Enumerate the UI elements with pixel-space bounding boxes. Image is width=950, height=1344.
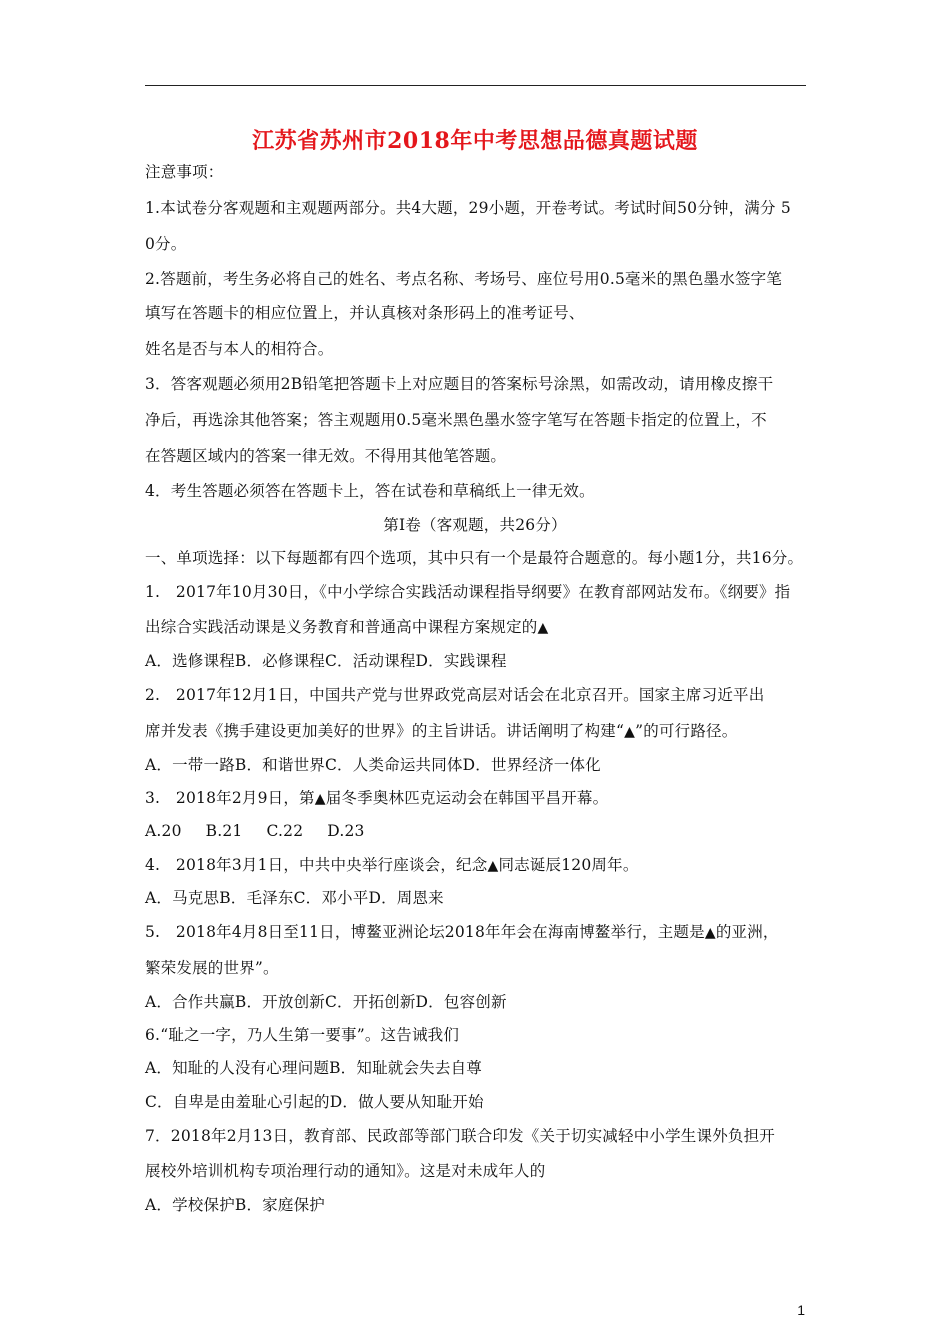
question-6-options: A．知耻的人没有心理问题B．知耻就会失去自尊 — [145, 1059, 482, 1077]
question-5-options: A．合作共赢B．开放创新C．开拓创新D．包容创新 — [145, 993, 507, 1011]
header-rule — [145, 85, 806, 86]
blank-triangle-icon: ▲ — [314, 791, 326, 807]
blank-triangle-icon: ▲ — [704, 925, 716, 941]
notice-line: 3．答客观题必须用2B铅笔把答题卡上对应题目的答案标号涂黑，如需改动，请用橡皮擦干 — [145, 375, 774, 393]
question-5-text — [145, 922, 779, 943]
question-4-text — [145, 855, 639, 876]
question-2-text — [145, 721, 737, 742]
question-1-text: 1. 2017年10月30日，《中小学综合实践活动课程指导纲要》在教育部网站发布。《纲要》指 — [145, 583, 791, 601]
notice-line: 姓名是否与本人的相符合。 — [145, 340, 334, 358]
notice-line: 0分。 — [145, 235, 187, 253]
question-1-text — [145, 617, 548, 638]
question-2-options: A．一带一路B．和谐世界C．人类命运共同体D．世界经济一体化 — [145, 756, 601, 774]
blank-triangle-icon: ▲ — [487, 858, 499, 874]
question-7-options: A．学校保护B．家庭保护 — [145, 1196, 325, 1214]
notice-line: 2.答题前，考生务必将自己的姓名、考点名称、考场号、座位号用0.5毫米的黑色墨水签字笔 — [145, 270, 783, 288]
question-3-text-part: 届冬季奥林匹克运动会在韩国平昌开幕。 — [325, 789, 609, 807]
question-5-text: 繁荣发展的世界”。 — [145, 959, 279, 977]
question-1-options: A．选修课程B．必修课程C．活动课程D．实践课程 — [145, 652, 507, 670]
notice-line: 1.本试卷分客观题和主观题两部分。共4大题，29小题，开卷考试。考试时间50分钟，满分 5 — [145, 199, 791, 217]
blank-triangle-icon: ▲ — [624, 724, 636, 740]
question-3-text-part: 3. 2018年2月9日，第 — [145, 789, 315, 807]
page-title: 江苏省苏州市2018年中考思想品德真题试题 — [252, 128, 698, 154]
question-4-options: A．马克思B．毛泽东C．邓小平D．周恩来 — [145, 889, 444, 907]
option-d: D.23 — [327, 822, 365, 840]
page-number: 1 — [797, 1302, 805, 1318]
question-6-text: 6.“耻之一字，乃人生第一要事”。这告诫我们 — [145, 1026, 460, 1044]
part-one-instructions: 一、单项选择：以下每题都有四个选项，其中只有一个是最符合题意的。每小题1分，共16分。 — [145, 549, 804, 567]
question-6-options: C．自卑是由羞耻心引起的D．做人要从知耻开始 — [145, 1093, 484, 1111]
notice-line: 4．考生答题必须答在答题卡上，答在试卷和草稿纸上一律无效。 — [145, 482, 595, 500]
option-c: C.22 — [266, 822, 304, 840]
question-5-text-part: 的亚洲， — [715, 923, 779, 941]
question-5-text-part: 5. 2018年4月8日至11日，博鳌亚洲论坛2018年年会在海南博鳌举行，主题是 — [145, 923, 705, 941]
section-title: 第Ⅰ卷（客观题，共26分） — [383, 516, 567, 534]
notice-line: 净后，再选涂其他答案；答主观题用0.5毫米黑色墨水签字笔写在答题卡指定的位置上，不 — [145, 411, 767, 429]
notice-line: 填写在答题卡的相应位置上，并认真核对条形码上的准考证号、 — [145, 304, 585, 322]
question-2-text: 2. 2017年12月1日，中国共产党与世界政党高层对话会在北京召开。国家主席习近平出 — [145, 686, 765, 704]
question-1-text-part: 出综合实践活动课是义务教育和普通高中课程方案规定的 — [145, 618, 538, 636]
question-2-text-part: 席并发表《携手建设更加美好的世界》的主旨讲话。讲话阐明了构建“ — [145, 722, 625, 740]
notice-heading: 注意事项： — [145, 163, 224, 181]
option-b: B.21 — [205, 822, 243, 840]
option-a: A.20 — [145, 822, 182, 840]
question-7-text: 7．2018年2月13日，教育部、民政部等部门联合印发《关于切实减轻中小学生课外负担开 — [145, 1127, 775, 1145]
question-3-options — [145, 821, 389, 841]
question-4-text-part: 4. 2018年3月1日，中共中央举行座谈会，纪念 — [145, 856, 488, 874]
question-4-text-part: 同志诞辰120周年。 — [498, 856, 639, 874]
question-2-text-part: ”的可行路径。 — [635, 722, 738, 740]
question-7-text: 展校外培训机构专项治理行动的通知》。这是对未成年人的 — [145, 1162, 546, 1180]
blank-triangle-icon: ▲ — [537, 620, 549, 636]
notice-line: 在答题区域内的答案一律无效。不得用其他笔答题。 — [145, 447, 507, 465]
question-3-text — [145, 788, 608, 809]
